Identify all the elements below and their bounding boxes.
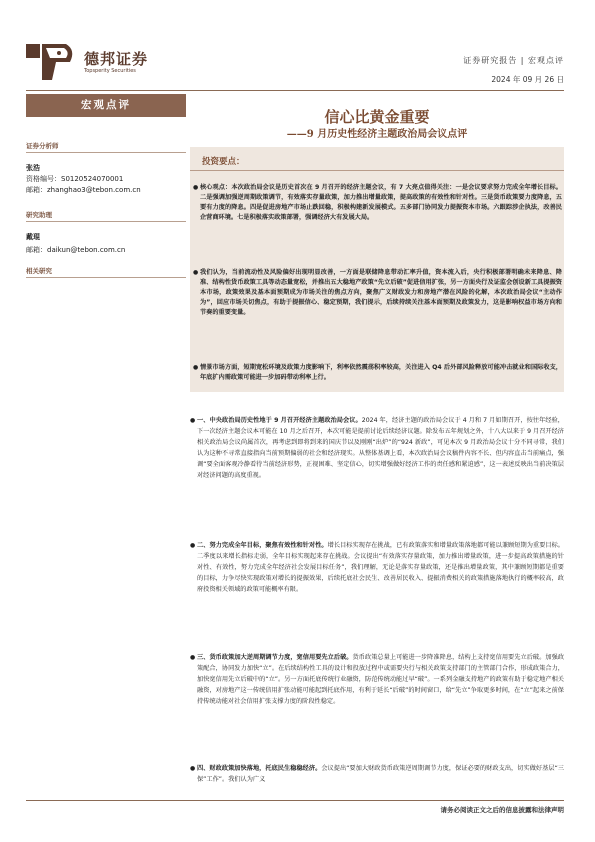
assistant-email[interactable]: 邮箱：daikun@tebon.com.cn (26, 246, 126, 254)
summary-heading: 投资要点： (190, 155, 564, 171)
summary-point: ● 核心观点：本次政治局会议是历史首次在 9 月召开的经济主题会议，有 7 大亮点值得关注：一是会议要求努力完成全年增长目标。二是强调加强逆周期政策调节，有效落实存量政策，加力推出增量政策，提高政策的有效性和针对性。三是货币政策要力度降息，五要有力度的降息。四是促进房地产市场止跌回稳，积极构建新发展模式。五多部门协同发力提振资本市场。六跟踪涉企执法，改善民企营商环境。七是积极落实政策部署，强调经济大有发展大局。 (193, 184, 562, 221)
bullet-icon: ● (190, 542, 196, 549)
report-date: 2024 年 09 月 26 日 (491, 75, 564, 84)
logo-english-name: Topsperity Securities (84, 68, 136, 74)
bullet-icon: ● (190, 765, 196, 772)
paragraph-lead: 三、货币政策加大逆周期调节力度，宽信用要先立后破。 (197, 654, 353, 661)
analyst-heading: 证券分析师 (26, 141, 186, 153)
category-banner: 宏观点评 (26, 94, 186, 117)
bullet-icon: ● (193, 364, 199, 371)
bullet-icon: ● (193, 269, 199, 276)
footer-disclaimer: 请务必阅读正文之后的信息披露和法律声明 (440, 806, 564, 814)
company-logo (26, 40, 166, 82)
analyst-name: 张浩 (26, 164, 40, 172)
bullet-icon: ● (193, 184, 199, 191)
analyst-email[interactable]: 邮箱：zhanghao3@tebon.com.cn (26, 186, 141, 194)
bullet-icon: ● (190, 654, 196, 661)
header-divider (26, 90, 564, 91)
footer-divider (26, 800, 564, 801)
related-research-heading: 相关研究 (26, 266, 186, 278)
assistant-heading: 研究助理 (26, 210, 186, 222)
assistant-name: 戴琨 (26, 233, 40, 241)
body-paragraph: ● 四、财政政策加快落地，托底民生稳稳经济。会议提出“要加大财政货币政策逆周期调节力度，保证必要的财政支出，切实做好基层“三保”工作”。我们认为广义 (190, 765, 564, 783)
report-title: 信心比黄金重要 (324, 108, 430, 126)
summary-point: ● 情景市场方面，短期宽松环境及政策力度影响下，利率依然震荡积率较高，关注进入 Q4 后外部风险释放可能冲击就业和国际收支，年底扩内需政策可能进一步加码带动利率上行。 (193, 364, 562, 381)
report-type-label: 证券研究报告 | 宏观点评 (463, 56, 564, 65)
bullet-icon: ● (190, 417, 196, 424)
logo-mark-icon (26, 40, 78, 82)
body-paragraph: ● 二、努力完成全年目标，聚焦有效性和针对性。增长目标实现存在挑战，已有政策落实和增量政策落地都可能以兼顾短期为重要目标。二季度以来增长指标走弱，全年目标实现起来存在挑战。会议提出“有效落实存量政策，加力推出增量政策，进一步提高政策措施的针对性、有效性，努力完成全年经济社会发展目标任务”，我们理解，无论是落实存量政策，还是推出增量政策，其中兼顾短期都是重要的目标，力争尽快实现政策对增长的提振效果，后续托底社会民生、改善居民收入、提振消费相关的政策措施落地执行的概率较高，政府投资相关领域的政策可能概率有限。 (190, 542, 564, 593)
paragraph-lead: 一、中央政治局历史性地于 9 月召开经济主题政治局会议。 (197, 417, 362, 424)
report-subtitle: ——9 月历史性经济主题政治局会议点评 (286, 129, 468, 140)
paragraph-lead: 四、财政政策加快落地，托底民生稳稳经济。 (197, 765, 322, 772)
analyst-license: 资格编号：S0120524070001 (26, 175, 124, 183)
body-paragraph: ● 三、货币政策加大逆周期调节力度，宽信用要先立后破。货币政策总量上可能进一步降准降息，结构上支持宽信用要先立后破。加强政策配合，协同发力加快“立”。在后续结构性工具的设计和投放过程中或需要央行与相关政策支持部门的主管部门合作，形成政策合力，加快宽信用先立后破中的“立”。另一方面托底传统行业融资，防范传统动能过早“破”。一系列金融支持地产的政策有助于稳定地产相关融资，对房地产这一传统信用扩张动能可能起到托底作用，有利于延长“后破”的时间窗口，给“先立”争取更多时间，在“立”起来之前保持传统动能对社会信用扩张支撑力度的阶段性稳定。 (190, 654, 565, 705)
logo-chinese-name: 德邦证券 (84, 50, 149, 68)
body-paragraph: ● 一、中央政治局历史性地于 9 月召开经济主题政治局会议。2024 年，经济主题的政治局会议于 4 月和 7 月如期召开，按往年经验，下一次经济主题会议本可能在 10 月之后召开，本次可能是提前讨论后续经济议题。除发布五年规划之外，十八大以来于 9 月召开经济相关政治局会议尚属首次，再考虑到即将到来的国庆节以及刚刚“出炉”的“924 新政”，可见本次 9 月政治局会议十分不同寻常，我们认为这种不寻常直接指向当前预期偏弱的社会和经济现实。从整体基调上看，本次政治局会议稿件内容不长、但内容直击当前痛点，强调“要全面客观冷静看待当前经济形势，正视困难、坚定信心，切实增强做好经济工作的责任感和紧迫感”，这一表述反映出当前决策层对经济问题的高度重视。 (190, 417, 564, 479)
paragraph-lead: 二、努力完成全年目标，聚焦有效性和针对性。 (197, 542, 328, 549)
summary-point: ● 我们认为，当前流动性及风险偏好出现明显改善，一方面是联储降息带动汇率升值，资本流入后，央行积极部署明确未来降息、降准、结构性货币政策工具等动态量宽松，并推出五大稳地产政策“先立后破”促进信用扩张，另一方面央行及证监会创设新工具提振资本市场，政策效果及基本面预期成为市场关注的焦点方向，聚焦广义财政发力和房地产潜在风险的化解，本次政治局会议“主动作为”，回应市场关切焦点，有助于提振信心、稳定预期，我们提示，后续持续关注基本面预期及政策发力，这是影响权益市场方向和节奏的重要变量。 (193, 269, 562, 316)
